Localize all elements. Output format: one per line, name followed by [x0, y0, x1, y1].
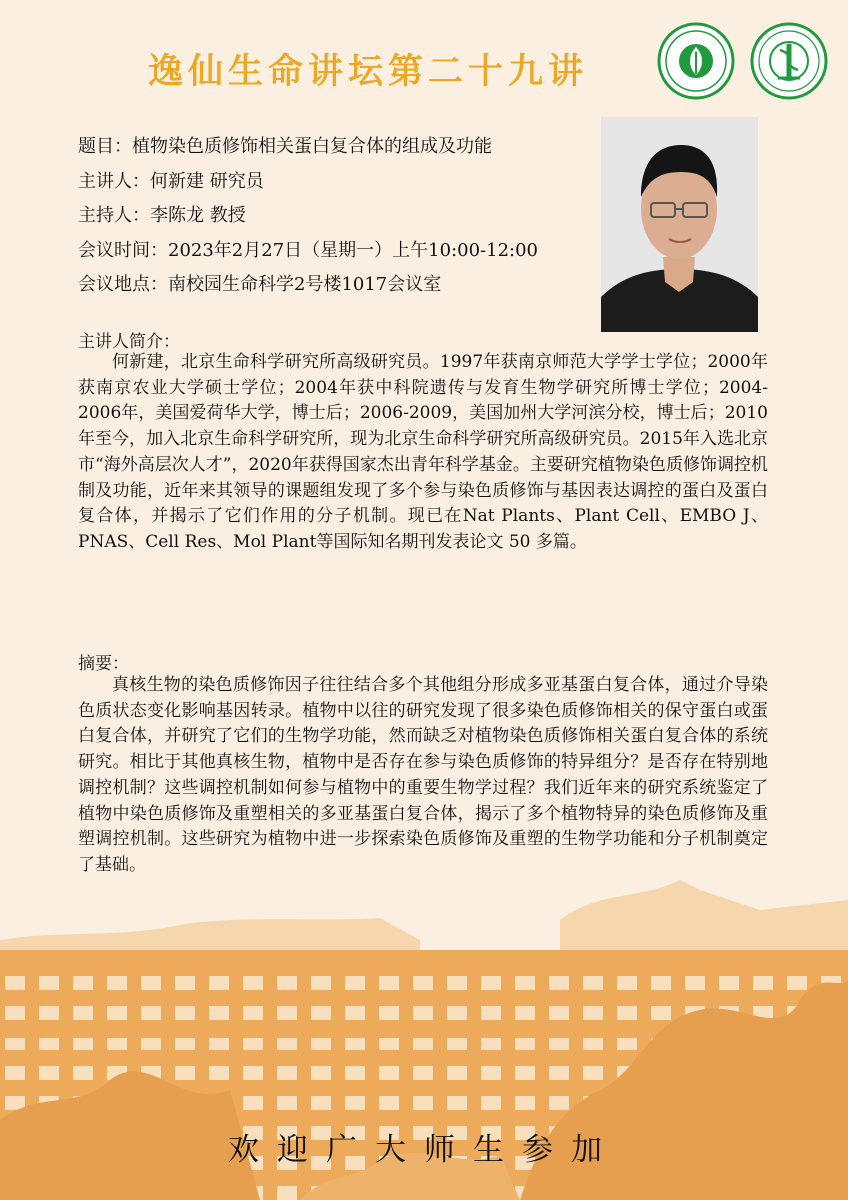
- speaker-value: 何新建 研究员: [150, 170, 264, 192]
- bio-heading: 主讲人简介：: [78, 332, 180, 352]
- place-row: [78, 268, 538, 303]
- host-label: 主持人：: [78, 205, 150, 226]
- topic-row: [78, 130, 538, 165]
- speaker-label: 主讲人：: [78, 170, 150, 192]
- time-row: [78, 234, 538, 269]
- host-value: 李陈龙 教授: [150, 205, 246, 226]
- lecture-info: [78, 130, 538, 303]
- time-label: 会议时间：: [78, 239, 168, 261]
- lab-logo-right: [750, 22, 828, 100]
- host-row: [78, 199, 538, 234]
- topic-label: 题目：: [78, 136, 132, 157]
- speaker-row: [78, 165, 538, 200]
- topic-value: 植物染色质修饰相关蛋白复合体的组成及功能: [132, 136, 492, 157]
- time-value: 2023年2月27日（星期一）上午10:00-12:00: [168, 239, 538, 261]
- abstract-text: 真核生物的染色质修饰因子往往结合多个其他组分形成多亚基蛋白复合体，通过介导染色质状态变化影响基因转录。植物中以往的研究发现了很多染色质修饰相关的保守蛋白或蛋白复合体，并研究了它们的生物学功能，然而缺乏对植物染色质修饰相关蛋白复合体的系统研究。相比于其他真核生物，植物中是否存在参与染色质修饰的特异组分？是否存在特别地调控机制？这些调控机制如何参与植物中的重要生物学过程？我们近年来的研究系统鉴定了植物中染色质修饰及重塑相关的多亚基蛋白复合体，揭示了多个植物特异的染色质修饰及重塑调控机制。这些研究为植物中进一步探索染色质修饰及重塑的生物学功能和分子机制奠定了基础。: [78, 675, 768, 875]
- place-value: 南校园生命科学2号楼1017会议室: [168, 274, 442, 295]
- school-logo-left: [657, 22, 735, 100]
- abstract-heading: 摘要：: [78, 654, 129, 674]
- page-title: 逸仙生命讲坛第二十九讲: [148, 51, 589, 92]
- speaker-photo: [601, 117, 758, 332]
- bio-text: 何新建，北京生命科学研究所高级研究员。1997年获南京师范大学学士学位；2000年获南京农业大学硕士学位；2004年获中科院遗传与发育生物学研究所博士学位；2004-2006年，美国爱荷华大学，博士后；2006-2009，美国加州大学河滨分校，博士后；2010年至今，加入北京生命科学研究所，现为北京生命科学研究所高级研究员。2015年入选北京市“海外高层次人才”，2020年获得国家杰出青年科学基金。主要研究植物染色质修饰调控机制及功能，近年来其领导的课题组发现了多个参与染色质修饰与基因表达调控的蛋白及蛋白复合体，并揭示了它们作用的分子机制。现已在Nat Plants、Plant Cell、EMBO J、PNAS、Cell Res、Mol Plant等国际知名期刊发表论文 50 多篇。: [78, 352, 768, 552]
- welcome-banner: 欢迎广大师生参加: [228, 1132, 620, 1168]
- place-label: 会议地点：: [78, 274, 168, 295]
